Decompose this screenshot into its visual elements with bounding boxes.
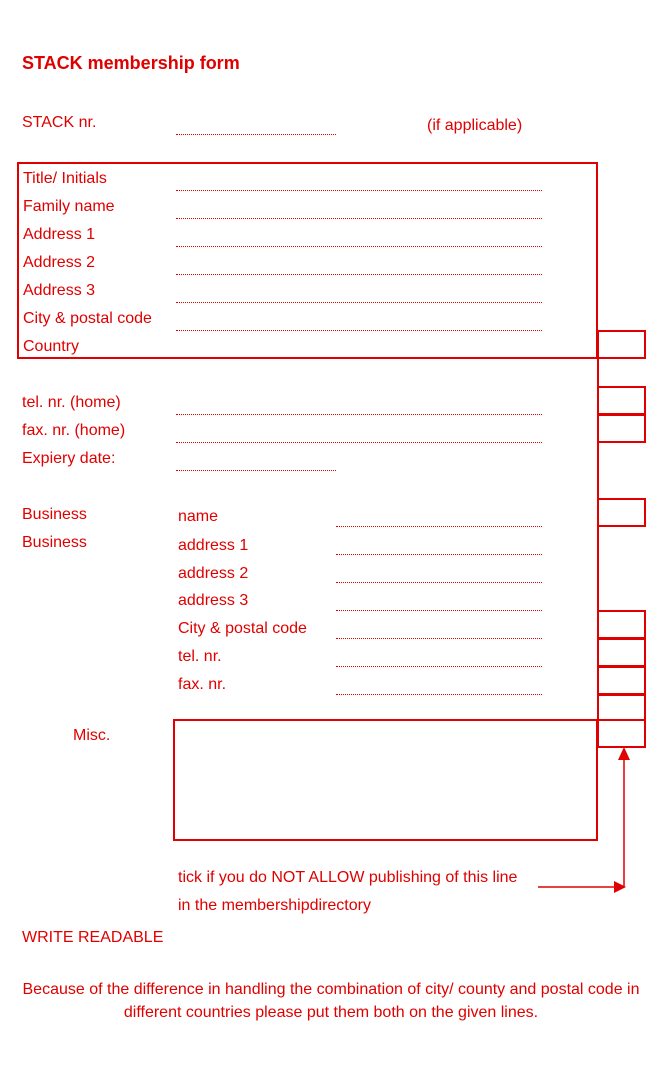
city-postal-label: City & postal code xyxy=(23,310,152,327)
address1-label: Address 1 xyxy=(23,226,96,243)
write-readable-notice: WRITE READABLE xyxy=(22,929,164,946)
business-label-1: Business xyxy=(22,506,87,523)
business-label-2: Business xyxy=(22,534,87,551)
business-address1-field[interactable] xyxy=(336,554,542,555)
fax-home-label: fax. nr. (home) xyxy=(22,422,126,439)
business-name-label: name xyxy=(178,508,219,525)
family-name-field[interactable] xyxy=(176,218,542,219)
tick-box-business-city-postal[interactable] xyxy=(597,610,646,639)
address1-field[interactable] xyxy=(176,246,542,247)
business-address1-label: address 1 xyxy=(178,537,249,554)
arrow-to-tick-boxes xyxy=(530,740,640,900)
business-address2-label: address 2 xyxy=(178,565,249,582)
tick-note-line1: tick if you do NOT ALLOW publishing of this line xyxy=(178,869,518,886)
tick-note-line2: in the membershipdirectory xyxy=(178,897,371,914)
form-title: STACK membership form xyxy=(22,53,240,73)
business-city-postal-label: City & postal code xyxy=(178,620,307,637)
tel-home-field[interactable] xyxy=(176,414,542,415)
business-fax-field[interactable] xyxy=(336,694,542,695)
stack-nr-field[interactable] xyxy=(176,134,336,135)
business-city-postal-field[interactable] xyxy=(336,638,542,639)
family-name-label: Family name xyxy=(23,198,115,215)
tick-box-city-postal[interactable] xyxy=(597,330,646,359)
business-address2-field[interactable] xyxy=(336,582,542,583)
business-tel-label: tel. nr. xyxy=(178,648,222,665)
tick-box-tel-home[interactable] xyxy=(597,386,646,415)
address2-label: Address 2 xyxy=(23,254,96,271)
business-address3-label: address 3 xyxy=(178,592,249,609)
tick-box-business-tel[interactable] xyxy=(597,638,646,667)
tick-box-misc-1[interactable] xyxy=(597,694,646,721)
tick-box-fax-home[interactable] xyxy=(597,414,646,443)
business-address3-field[interactable] xyxy=(336,610,542,611)
tel-home-label: tel. nr. (home) xyxy=(22,394,121,411)
misc-label: Misc. xyxy=(73,727,111,744)
business-name-field[interactable] xyxy=(336,526,542,527)
fax-home-field[interactable] xyxy=(176,442,542,443)
expiry-date-field[interactable] xyxy=(176,470,336,471)
city-postal-field[interactable] xyxy=(176,330,542,331)
stack-nr-label: STACK nr. xyxy=(22,114,97,131)
address2-field[interactable] xyxy=(176,274,542,275)
business-fax-label: fax. nr. xyxy=(178,676,227,693)
if-applicable-note: (if applicable) xyxy=(427,117,523,134)
country-label: Country xyxy=(23,338,80,355)
address3-field[interactable] xyxy=(176,302,542,303)
title-initials-field[interactable] xyxy=(176,190,542,191)
tick-box-business-fax[interactable] xyxy=(597,666,646,695)
expiry-date-label: Expiery date: xyxy=(22,450,116,467)
title-initials-label: Title/ Initials xyxy=(23,170,107,187)
tick-box-business-name[interactable] xyxy=(597,498,646,527)
business-tel-field[interactable] xyxy=(336,666,542,667)
footer-note: Because of the difference in handling the combination of city/ county and postal code in different countries please put them both on the given lines. xyxy=(22,981,640,1021)
address3-label: Address 3 xyxy=(23,282,96,299)
